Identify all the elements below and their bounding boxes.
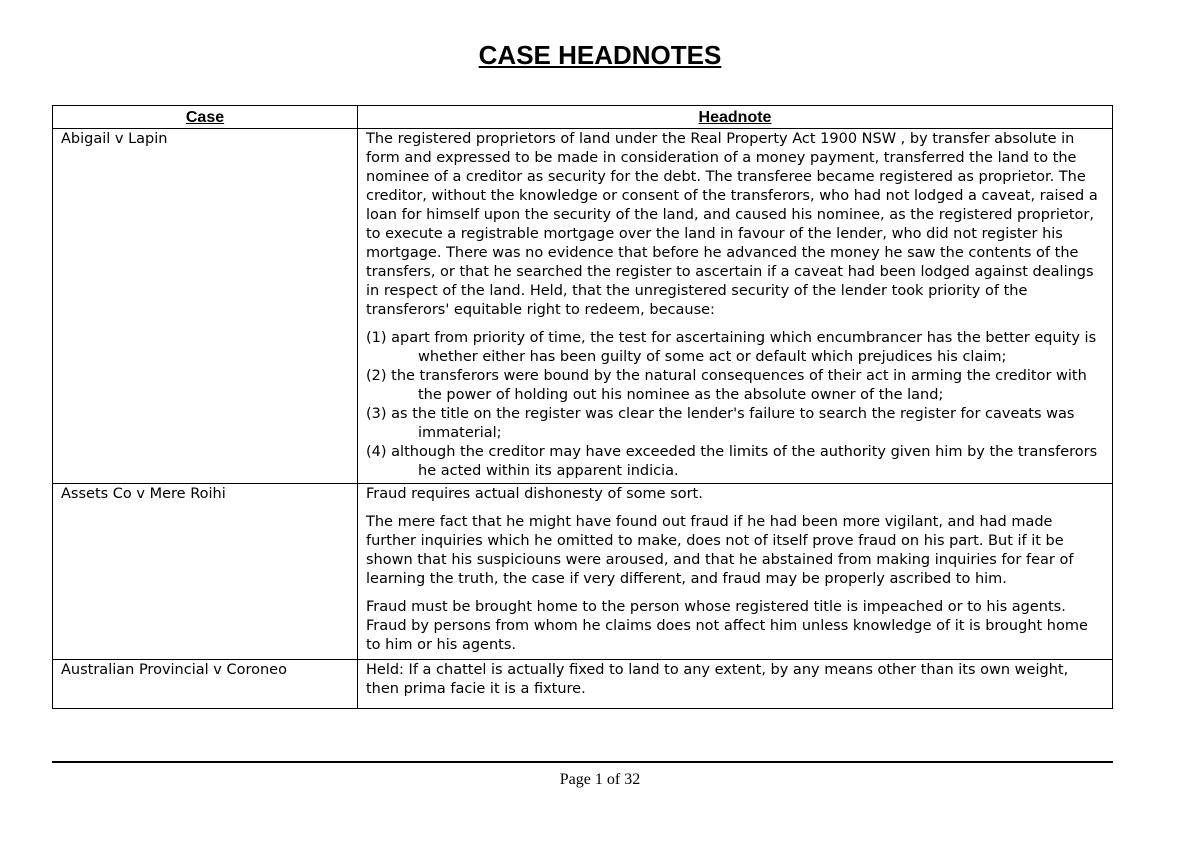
list-item: (2) the transferors were bound by the natural consequences of their act in arming the creditor with the power of holding out his nominee as the absolute owner of the land; [366, 368, 1087, 403]
table-row [53, 660, 1113, 709]
table-row [53, 129, 1113, 484]
headnote-column-header: Headnote [358, 106, 1113, 129]
headnotes-table-frame [52, 105, 1113, 763]
document-title: CASE HEADNOTES [478, 40, 722, 70]
table-header-row [53, 106, 1113, 129]
case-name-cell: Australian Provincial v Coroneo [53, 660, 358, 709]
page-number: Page 1 of 32 [559, 771, 641, 788]
list-item: (4) although the creditor may have exceeded the limits of the authority given him by the transferors he acted within its apparent indicia. [366, 444, 1098, 479]
headnote-cell [358, 129, 1113, 484]
headnote-paragraph: Fraud must be brought home to the person whose registered title is impeached or to his agents. Fraud by persons from whom he claims does not affect him unless knowledge of it is brought home to him or his agents. [366, 599, 1088, 653]
case-name-cell: Assets Co v Mere Roihi [53, 484, 358, 660]
headnote-paragraph: The registered proprietors of land under the Real Property Act 1900 NSW , by transfer absolute in form and expressed to be made in consideration of a money payment, transferred the land to the nominee of a creditor as security for the debt. The transferee became registered as proprietor. The creditor, without the knowledge or consent of the transferors, who had not lodged a caveat, raised a loan for himself upon the security of the land, and caused his nominee, as the registered proprietor, to execute a registrable mortgage over the land in favour of the lender, who did not register his mortgage. There was no evidence that before he advanced the money he saw the contents of the transfers, or that he searched the register to ascertain if a caveat had been lodged against dealings in respect of the land. Held, that the unregistered security of the lender took priority of the transferors' equitable right to redeem, because: [366, 131, 1098, 318]
headnote-cell [358, 660, 1113, 709]
headnotes-table [52, 105, 1113, 709]
table-row [53, 484, 1113, 660]
headnote-paragraph: Held: If a chattel is actually fixed to land to any extent, by any means other than its own weight, then prima facie it is a fixture. [366, 662, 1069, 697]
headnote-reasons-list [366, 329, 1104, 481]
list-item: (1) apart from priority of time, the test for ascertaining which encumbrancer has the better equity is whether either has been guilty of some act or default which prejudices his claim; [366, 330, 1097, 365]
list-item: (3) as the title on the register was clear the lender's failure to search the register for caveats was immaterial; [366, 406, 1075, 441]
headnote-cell [358, 484, 1113, 660]
headnote-paragraph: The mere fact that he might have found out fraud if he had been more vigilant, and had made further inquiries which he omitted to make, does not of itself prove fraud on his part. But if it be shown that his suspiciouns were aroused, and that he abstained from making inquiries for fear of learning the truth, the case if very different, and fraud may be properly ascribed to him. [366, 514, 1074, 587]
headnote-paragraph: Fraud requires actual dishonesty of some sort. [366, 486, 703, 502]
case-name-cell: Abigail v Lapin [53, 129, 358, 484]
case-column-header: Case [53, 106, 358, 129]
